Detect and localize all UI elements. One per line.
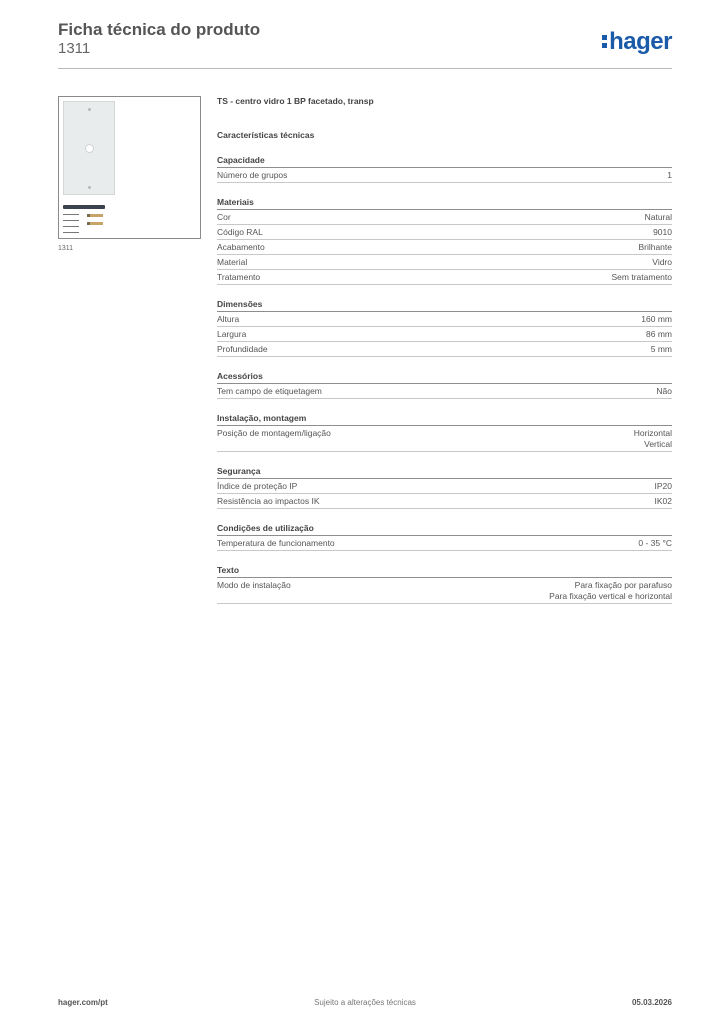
spec-value: IK02 [654, 496, 672, 506]
spec-label: Altura [217, 314, 240, 324]
spec-label: Código RAL [217, 227, 263, 237]
logo-text: hager [609, 28, 672, 55]
spec-row [217, 210, 672, 225]
spec-row [217, 578, 672, 604]
spec-value: IP20 [654, 481, 672, 491]
spec-row [217, 384, 672, 399]
spec-row [217, 225, 672, 240]
spec-value: 1 [667, 170, 672, 180]
spec-section [217, 197, 672, 285]
spec-value: 160 mm [641, 314, 672, 324]
logo-dots-icon [602, 33, 607, 49]
section-title: Texto [217, 565, 672, 578]
spec-label: Acabamento [217, 242, 265, 252]
spec-label: Tem campo de etiquetagem [217, 386, 322, 396]
spec-section [217, 413, 672, 452]
spec-row [217, 312, 672, 327]
spec-row [217, 327, 672, 342]
spec-value: 86 mm [646, 329, 672, 339]
spec-section [217, 523, 672, 551]
center-hole-icon [85, 144, 94, 153]
spec-label: Resistência ao impactos IK [217, 496, 320, 506]
spec-row [217, 536, 672, 551]
spec-value: Sem tratamento [611, 272, 672, 282]
section-title: Capacidade [217, 155, 672, 168]
plate-profile-icon [63, 205, 105, 209]
spec-row [217, 168, 672, 183]
spec-label: Material [217, 257, 248, 267]
spec-value: Vidro [652, 257, 672, 267]
section-title: Materiais [217, 197, 672, 210]
spec-label: Cor [217, 212, 231, 222]
spec-row [217, 494, 672, 509]
hager-logo [602, 28, 672, 56]
spec-value: 5 mm [650, 344, 672, 354]
spec-row [217, 426, 672, 452]
spec-label: Largura [217, 329, 247, 339]
characteristics-title: Características técnicas [217, 130, 315, 140]
spec-value: 9010 [653, 227, 672, 237]
spec-label: Profundidade [217, 344, 268, 354]
product-name: TS - centro vidro 1 BP facetado, transp [217, 96, 374, 106]
spec-value: Não [656, 386, 672, 396]
spec-row [217, 240, 672, 255]
spec-row [217, 479, 672, 494]
page-header [58, 20, 672, 70]
spec-section [217, 155, 672, 183]
footer-date: 05.03.2026 [631, 998, 672, 1007]
spec-value: Natural [644, 212, 672, 222]
spec-value: Brilhante [638, 242, 672, 252]
spec-value: Para fixação por parafuso Para fixação vertical e horizontal [549, 580, 672, 601]
screws-icon [87, 214, 103, 230]
footer-website[interactable]: hager.com/pt [58, 998, 108, 1007]
spec-section [217, 371, 672, 399]
spec-value: Horizontal Vertical [633, 428, 672, 449]
product-image [58, 96, 201, 239]
spec-value: 0 - 35 °C [638, 538, 672, 548]
spec-section [217, 466, 672, 509]
spec-label: Temperatura de funcionamento [217, 538, 335, 548]
section-title: Condições de utilização [217, 523, 672, 536]
spec-section [217, 565, 672, 604]
spec-label: Índice de proteção IP [217, 481, 298, 491]
page-title: Ficha técnica do produto [58, 20, 261, 39]
spec-label: Posição de montagem/ligação [217, 428, 331, 438]
spec-sections [217, 155, 672, 604]
section-title: Acessórios [217, 371, 672, 384]
spec-content [217, 96, 672, 604]
product-code: 1311 [58, 40, 91, 57]
spec-row [217, 342, 672, 357]
spec-section [217, 299, 672, 357]
screw-hole-icon [88, 108, 91, 111]
spec-lines-icon [63, 214, 79, 238]
spec-label: Modo de instalação [217, 580, 291, 590]
image-caption: 1311 [58, 245, 74, 252]
footer-notice: Sujeito a alterações técnicas [314, 998, 416, 1007]
section-title: Dimensões [217, 299, 672, 312]
spec-label: Número de grupos [217, 170, 288, 180]
spec-label: Tratamento [217, 272, 261, 282]
spec-row [217, 255, 672, 270]
glass-plate-icon [63, 101, 115, 195]
header-divider [58, 68, 672, 69]
screw-hole-icon [88, 186, 91, 189]
section-title: Segurança [217, 466, 672, 479]
spec-row [217, 270, 672, 285]
section-title: Instalação, montagem [217, 413, 672, 426]
